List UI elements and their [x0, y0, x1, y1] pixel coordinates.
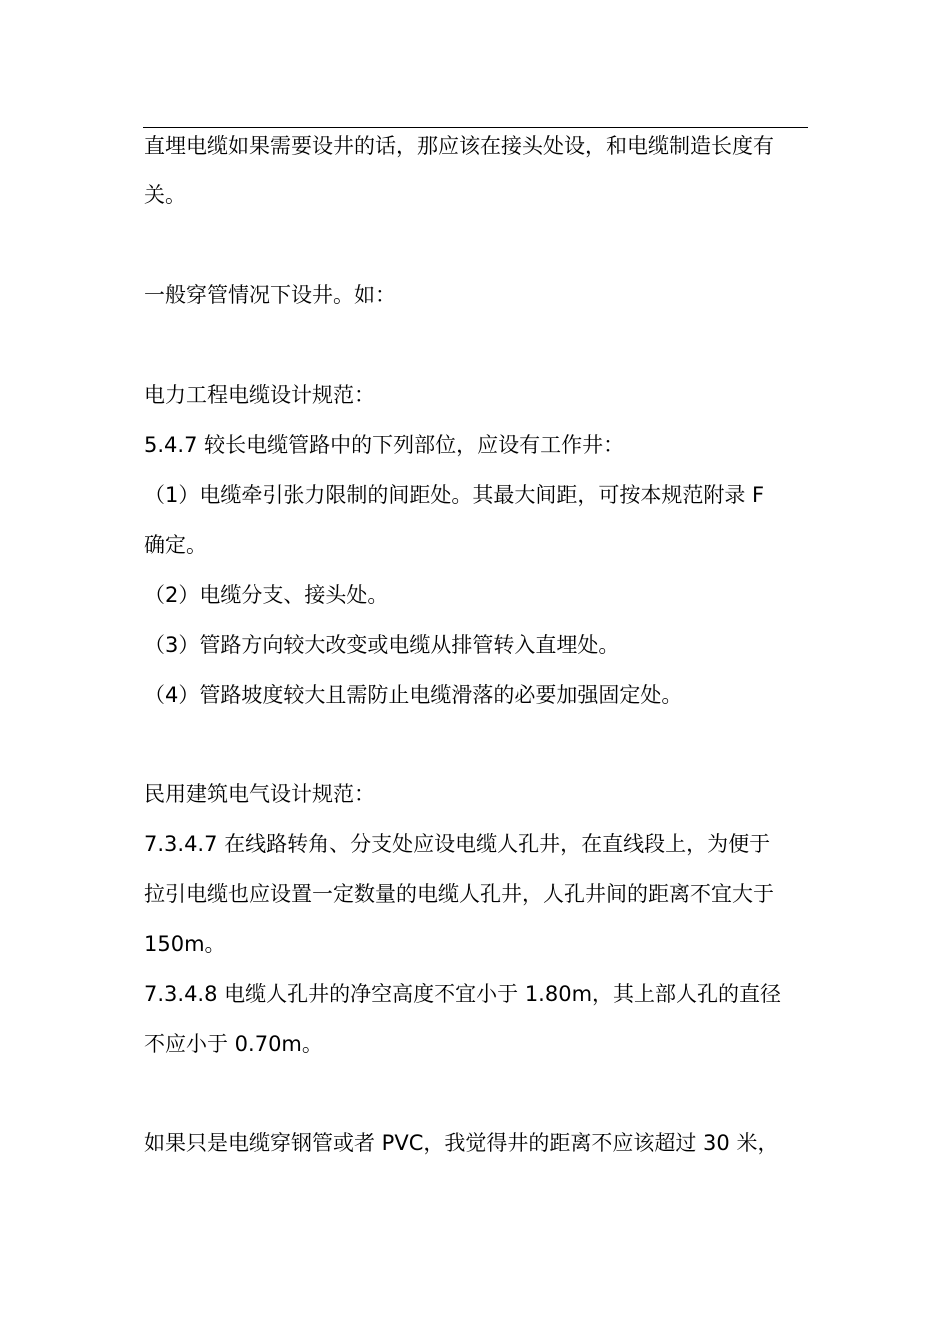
text-line: 确定。	[144, 533, 207, 557]
text-line: 关。	[144, 183, 186, 207]
text-line: 直埋电缆如果需要设井的话，那应该在接头处设，和电缆制造长度有	[144, 134, 774, 158]
section-heading: 电力工程电缆设计规范：	[144, 383, 375, 407]
text-line: 如果只是电缆穿钢管或者 PVC，我觉得井的距离不应该超过 30 米，	[144, 1131, 779, 1155]
text-line: 7.3.4.7 在线路转角、分支处应设电缆人孔井，在直线段上，为便于	[144, 832, 771, 856]
section-heading: 民用建筑电气设计规范：	[144, 782, 375, 806]
text-line: 7.3.4.8 电缆人孔井的净空高度不宜小于 1.80m，其上部人孔的直径	[144, 982, 782, 1006]
header-rule	[143, 127, 808, 128]
list-item: （1）电缆牵引张力限制的间距处。其最大间距，可按本规范附录 F	[144, 483, 765, 507]
text-line: 拉引电缆也应设置一定数量的电缆人孔井，人孔井间的距离不宜大于	[144, 882, 774, 906]
list-item: （2）电缆分支、接头处。	[144, 583, 389, 607]
list-item: （4）管路坡度较大且需防止电缆滑落的必要加强固定处。	[144, 683, 683, 707]
text-line: 一般穿管情况下设井。如：	[144, 283, 396, 307]
text-line: 不应小于 0.70m。	[144, 1032, 323, 1056]
list-item: （3）管路方向较大改变或电缆从排管转入直埋处。	[144, 633, 620, 657]
text-line: 150m。	[144, 932, 226, 956]
text-line: 5.4.7 较长电缆管路中的下列部位，应设有工作井：	[144, 433, 625, 457]
